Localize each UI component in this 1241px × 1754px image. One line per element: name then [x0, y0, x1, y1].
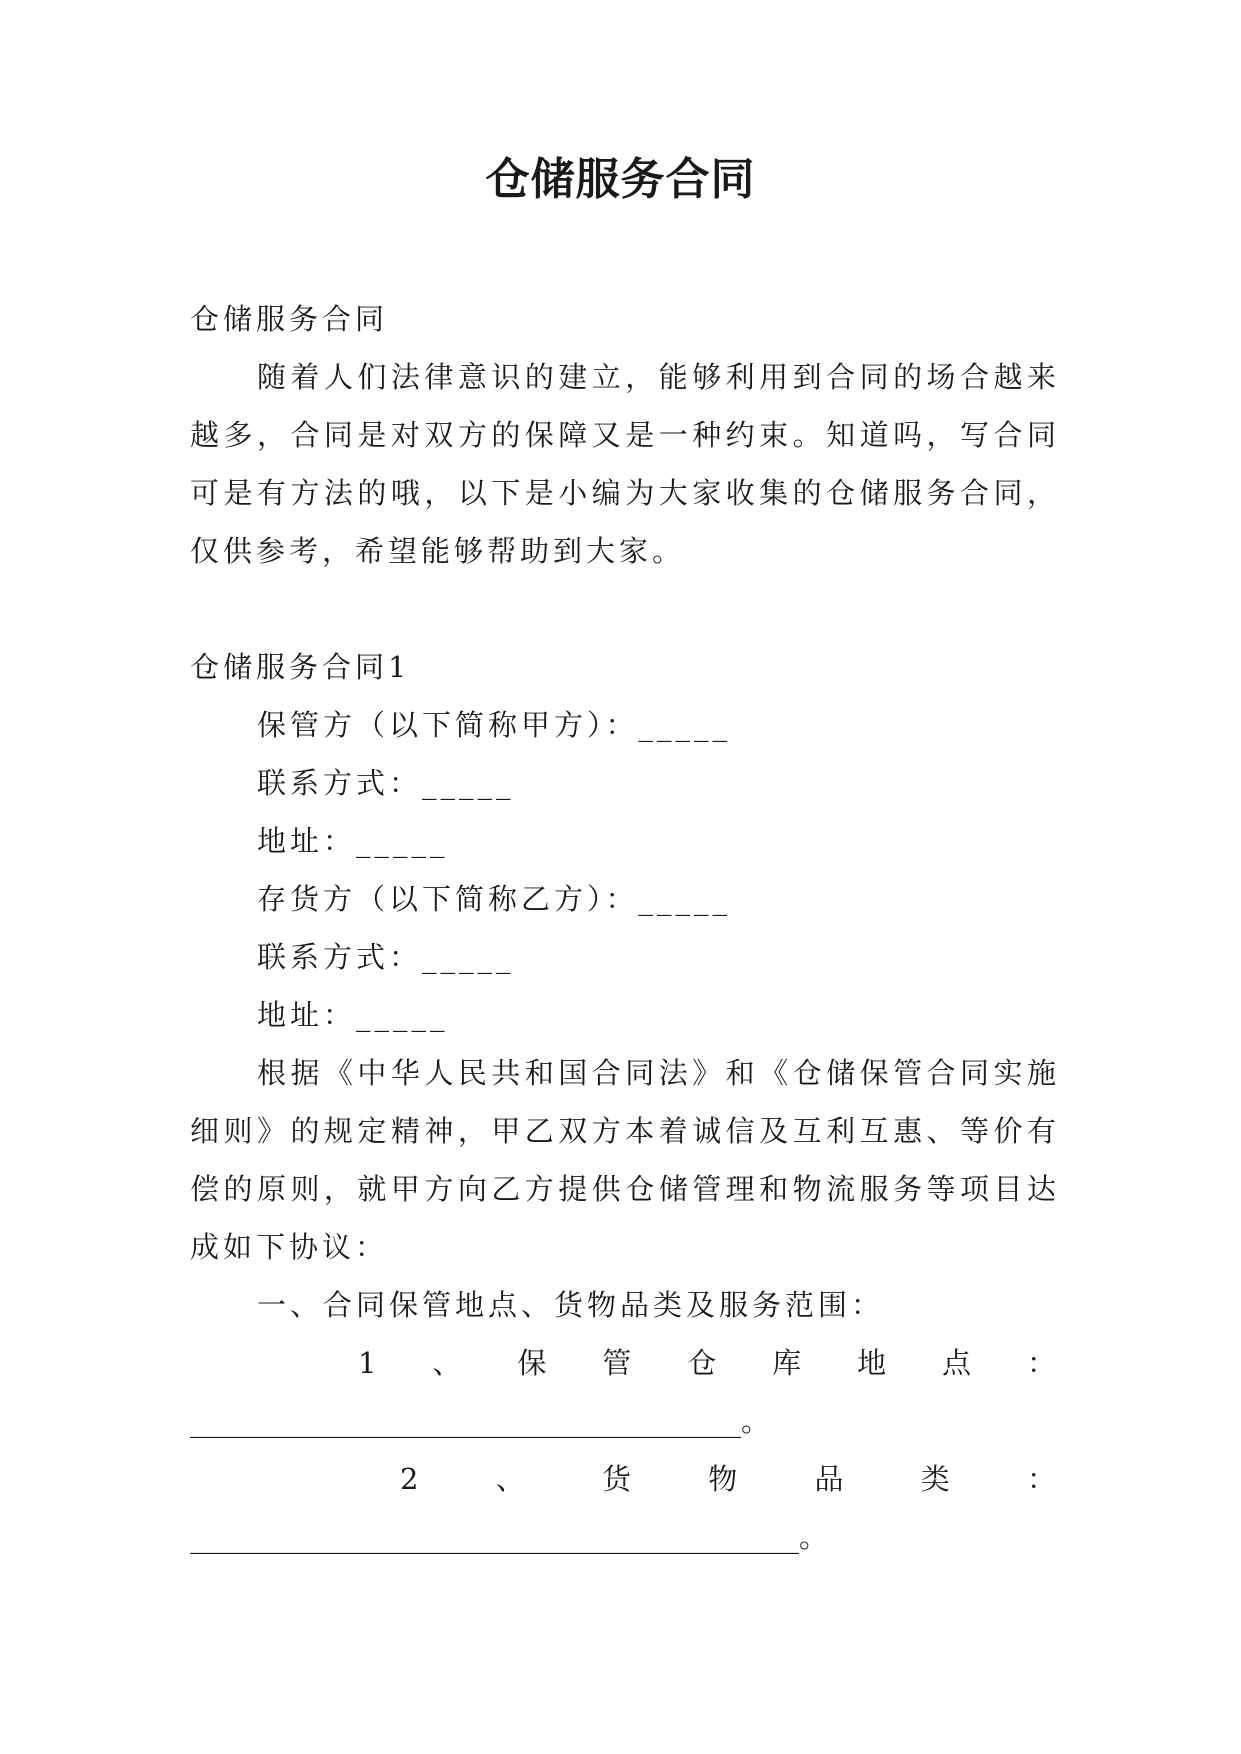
clause-1-heading: 一、合同保管地点、货物品类及服务范围：	[257, 1288, 885, 1322]
item-1-char: 仓	[687, 1346, 721, 1380]
item-2-char: 货	[601, 1462, 635, 1496]
item-1-char: 保	[517, 1346, 551, 1380]
item-2-label	[190, 1450, 1060, 1508]
party-a-field: 保管方（以下简称甲方）：_____	[257, 708, 732, 742]
basis-paragraph: 根据《中华人民共和国合同法》和《仓储保管合同实施细则》的规定精神，甲乙双方本着诚信及互利互惠、等价有偿的原则，就甲方向乙方提供仓储管理和物流服务等项目达成如下协议：	[190, 1056, 1060, 1264]
item-2-char: 、	[495, 1462, 529, 1496]
item-2-char: 2	[400, 1462, 423, 1496]
party-a-address-field: 地址：_____	[257, 824, 449, 858]
party-b-address-field: 地址：_____	[257, 998, 449, 1032]
item-1-char: ：	[1026, 1346, 1060, 1380]
document-title: 仓储服务合同	[485, 154, 756, 205]
subtitle: 仓储服务合同	[190, 302, 389, 336]
item-1-char: 管	[602, 1346, 636, 1380]
item-1-blank: ______________________________________。	[190, 1404, 771, 1438]
party-b-field: 存货方（以下简称乙方）：_____	[257, 882, 732, 916]
item-1-char: 点	[942, 1346, 976, 1380]
item-2-char: 类	[920, 1462, 954, 1496]
intro-paragraph: 随着人们法律意识的建立，能够利用到合同的场合越来越多，合同是对双方的保障又是一种约束。知道吗，写合同可是有方法的哦，以下是小编为大家收集的仓储服务合同，仅供参考，希望能够帮助到大家。	[190, 360, 1060, 568]
section-heading: 仓储服务合同1	[190, 650, 411, 684]
document-body	[190, 290, 1060, 1566]
item-2-char: 物	[708, 1462, 742, 1496]
item-1-label	[190, 1334, 1060, 1392]
item-1-char: 、	[432, 1346, 466, 1380]
item-1-char: 1	[358, 1346, 381, 1380]
item-2-char: ：	[1026, 1462, 1060, 1496]
party-b-contact-field: 联系方式：_____	[257, 940, 515, 974]
item-1-char: 库	[772, 1346, 806, 1380]
party-a-contact-field: 联系方式：_____	[257, 766, 515, 800]
item-2-char: 品	[814, 1462, 848, 1496]
item-2-blank: __________________________________________。	[190, 1520, 829, 1554]
paragraph-spacer	[190, 580, 1060, 638]
item-1-char: 地	[857, 1346, 891, 1380]
